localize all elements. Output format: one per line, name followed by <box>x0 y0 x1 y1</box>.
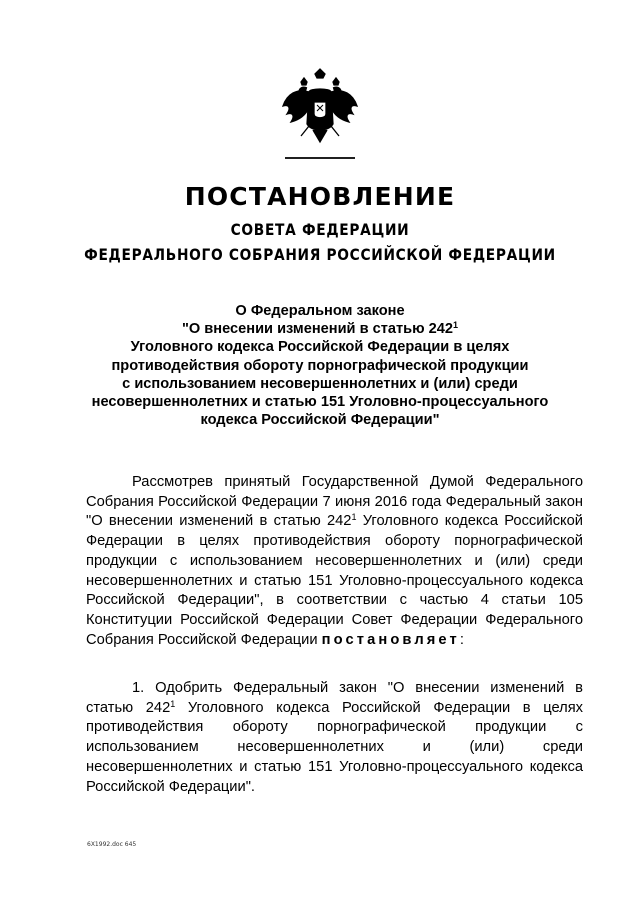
subject-line-2: "О внесении изменений в статью $242^1$ <box>181 320 458 338</box>
subject-line-6: несовершеннолетних и статью 151 Уголовно-процессуального <box>91 394 549 411</box>
subject-line-1: О Федеральном законе <box>235 303 405 319</box>
document-subject <box>60 302 580 429</box>
subject-line-7: кодекса Российской Федерации" <box>200 412 440 429</box>
subject-line-3: Уголовного кодекса Российской Федерации в целях <box>130 339 510 356</box>
resolution-item-1: 1. Одобрить Федеральный закон "О внесении изменений в статью $242^1$ Уголовного кодекса Российской Федерации в целях противодействия обороту порнографической продукции с использованием несовершеннолетних и (или) среди несовершеннолетних и статью 151 Уголовно-процессуального кодекса Российской Федерации". <box>86 680 583 795</box>
document-code: 6Х1992.doc 645 <box>87 841 137 848</box>
subject-line-4: противодействия обороту порнографической продукции <box>111 357 529 374</box>
issuer-line-1: СОВЕТА ФЕДЕРАЦИИ <box>230 220 410 239</box>
resolves-word: постановляет <box>321 631 460 648</box>
coat-of-arms-icon <box>279 68 361 160</box>
subject-line-5: с использованием несовершеннолетних и (или) среди <box>122 375 518 392</box>
document-title: ПОСТАНОВЛЕНИЕ <box>184 182 456 211</box>
issuer-line-2: ФЕДЕРАЛЬНОГО СОБРАНИЯ РОССИЙСКОЙ ФЕДЕРАЦИИ <box>84 245 556 264</box>
preamble-paragraph: Рассмотрев принятый Государственной Думой Федерального Собрания Российской Федерации 7 июня 2016 года Федеральный закон "О внесении изменений в статью $242^1$ Уголовного кодекса Российской Федерации в целях противодействия обороту порнографической продукции с использованием несовершеннолетних и (или) среди несовершеннолетних и статью 151 Уголовно-процессуального кодекса Российской Федерации", в соответствии с частью 4 статьи 105 Конституции Российской Федерации Совет Федерации Федерального Собрания Российской Федерации постановляет: <box>86 474 583 648</box>
